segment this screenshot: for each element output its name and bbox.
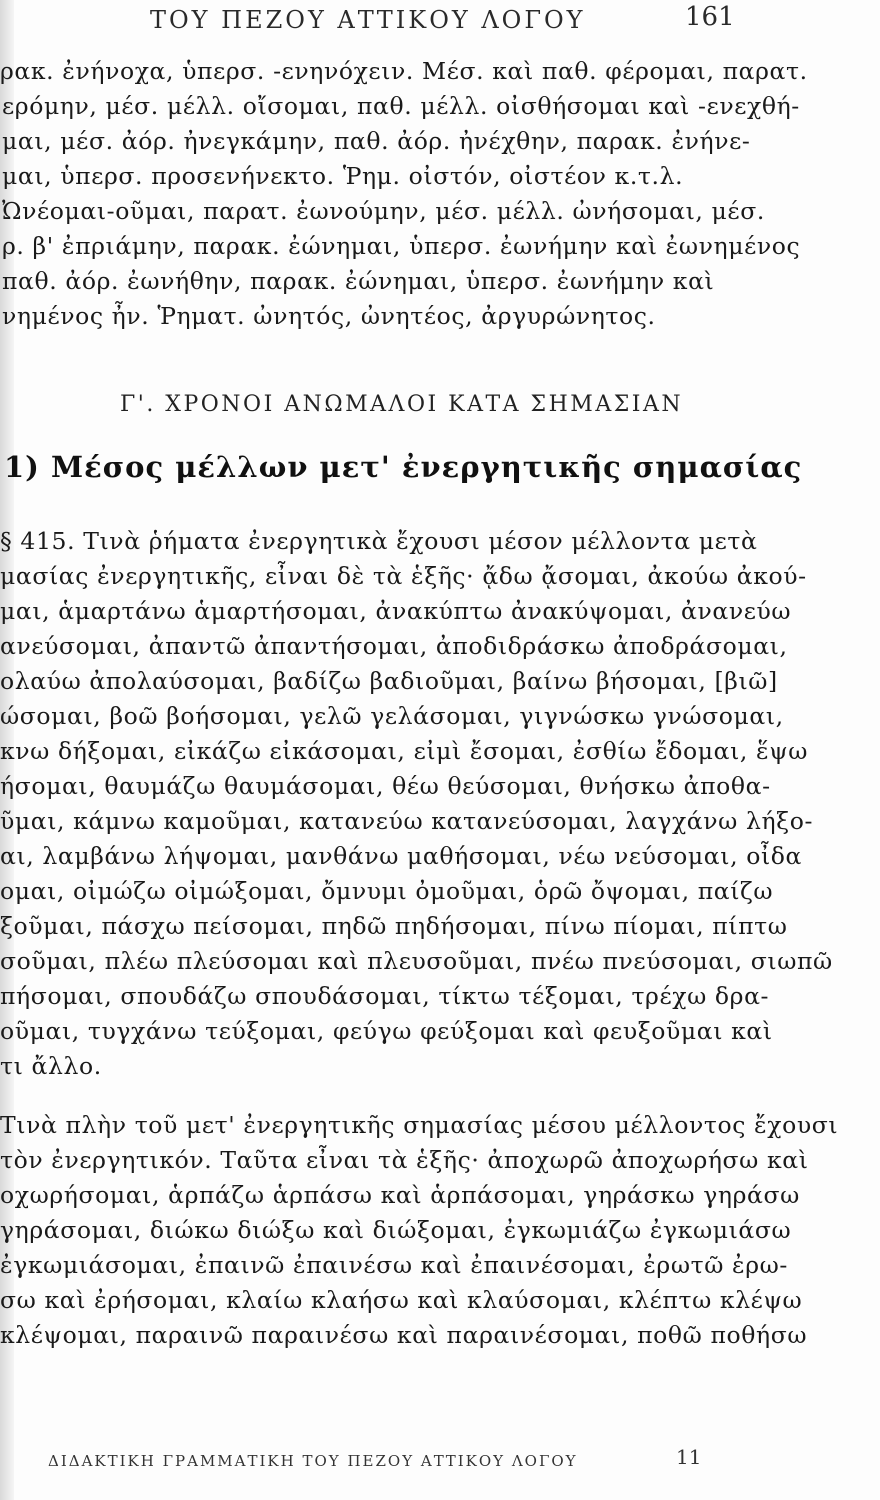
text-line: νημένος ἦν. Ῥηματ. ὠνητός, ὠνητέος, ἀργυρώνητος.	[2, 302, 656, 330]
text-line: οχωρήσομαι, ἁρπάζω ἁρπάσω καὶ ἁρπάσομαι, γηράσκω γηράσω	[0, 1181, 800, 1209]
text-line: § 415. Τινὰ ῥήματα ἐνεργητικὰ ἔχουσι μέσον μέλλοντα μετὰ	[0, 527, 758, 555]
text-line: οῦμαι, τυγχάνω τεύξομαι, φεύγω φεύξομαι καὶ φευξοῦμαι καὶ	[0, 1017, 773, 1045]
text-line: τὸν ἐνεργητικόν. Ταῦτα εἶναι τὰ ἑξῆς· ἀποχωρῶ ἀποχωρήσω καὶ	[0, 1146, 809, 1174]
text-line: μαι, ὑπερσ. προσενήνεκτο. Ῥημ. οἰστόν, οἰστέον κ.τ.λ.	[2, 162, 684, 190]
section-heading: Γ'. ΧΡΟΝΟΙ ΑΝΩΜΑΛΟΙ ΚΑΤΑ ΣΗΜΑΣΙΑΝ	[120, 392, 684, 417]
text-line: ῦμαι, κάμνω καμοῦμαι, κατανεύω κατανεύσομαι, λαγχάνω λήξο-	[0, 807, 813, 835]
text-line: μασίας ἐνεργητικῆς, εἶναι δὲ τὰ ἑξῆς· ᾄδω ᾄσομαι, ἀκούω ἀκού-	[0, 562, 807, 590]
text-line: ώσομαι, βοῶ βοήσομαι, γελῶ γελάσομαι, γιγνώσκω γνώσομαι,	[0, 702, 784, 730]
text-line: αι, λαμβάνω λήψομαι, μανθάνω μαθήσομαι, νέω νεύσομαι, οἶδα	[0, 842, 803, 870]
text-line: ερόμην, μέσ. μέλλ. οἴσομαι, παθ. μέλλ. οἰσθήσομαι καὶ -ενεχθή-	[2, 92, 800, 120]
text-line: Ὠνέομαι-οῦμαι, παρατ. ἐωνούμην, μέσ. μέλλ. ὠνήσομαι, μέσ.	[2, 197, 765, 225]
text-line: ήσομαι, θαυμάζω θαυμάσομαι, θέω θεύσομαι, θνήσκω ἀποθα-	[0, 772, 771, 800]
paragraph-415	[0, 524, 860, 1084]
text-line: ρακ. ἐνήνοχα, ὑπερσ. -ενηνόχειν. Μέσ. καὶ παθ. φέρομαι, παρατ.	[0, 57, 808, 85]
text-line: κλέψομαι, παραινῶ παραινέσω καὶ παραινέσομαι, ποθῶ ποθήσω	[0, 1321, 808, 1349]
text-line: ανεύσομαι, ἀπαντῶ ἀπαντήσομαι, ἀποδιδράσκω ἀποδράσομαι,	[0, 632, 788, 660]
subsection-heading: 1) Μέσος μέλλων μετ' ἐνεργητικῆς σημασίας	[4, 450, 803, 484]
text-line: μαι, μέσ. ἀόρ. ἠνεγκάμην, παθ. ἀόρ. ἠνέχθην, παρακ. ἐνήνε-	[2, 127, 751, 155]
top-paragraph	[0, 54, 860, 334]
running-head	[0, 2, 880, 46]
text-line: σω καὶ ἐρήσομαι, κλαίω κλαήσω καὶ κλαύσομαι, κλέπτω κλέψω	[0, 1286, 803, 1314]
paragraph-2	[0, 1108, 860, 1353]
text-line: μαι, ἁμαρτάνω ἁμαρτήσομαι, ἀνακύπτω ἀνακύψομαι, ἀνανεύω	[0, 597, 792, 625]
text-line: σοῦμαι, πλέω πλεύσομαι καὶ πλευσοῦμαι, πνέω πνεύσομαι, σιωπῶ	[0, 947, 833, 975]
text-line: γηράσομαι, διώκω διώξω καὶ διώξομαι, ἐγκωμιάζω ἐγκωμιάσω	[0, 1216, 792, 1244]
footer-signature-mark: 11	[676, 1445, 702, 1469]
page-number: 161	[685, 2, 735, 32]
footer-book-title: ΔΙΔΑΚΤΙΚΗ ΓΡΑΜΜΑΤΙΚΗ ΤΟΥ ΠΕΖΟΥ ΑΤΤΙΚΟΥ ΛΟΓΟΥ	[48, 1452, 578, 1470]
text-line: ομαι, οἰμώζω οἰμώξομαι, ὄμνυμι ὀμοῦμαι, ὁρῶ ὄψομαι, παίζω	[0, 877, 774, 905]
text-line: τι ἄλλο.	[0, 1052, 102, 1080]
text-line: ολαύω ἀπολαύσομαι, βαδίζω βαδιοῦμαι, βαίνω βήσομαι, [βιῶ]	[0, 667, 778, 695]
text-line: πήσομαι, σπουδάζω σπουδάσομαι, τίκτω τέξομαι, τρέχω δρα-	[0, 982, 770, 1010]
text-line: ξοῦμαι, πάσχω πείσομαι, πηδῶ πηδήσομαι, πίνω πίομαι, πίπτω	[0, 912, 788, 940]
text-line: ἐγκωμιάσομαι, ἐπαινῶ ἐπαινέσω καὶ ἐπαινέσομαι, ἐρωτῶ ἐρω-	[0, 1251, 788, 1279]
text-line: ρ. β' ἐπριάμην, παρακ. ἐώνημαι, ὑπερσ. ἐωνήμην καὶ ἐωνημένος	[2, 232, 801, 260]
text-line: παθ. ἀόρ. ἐωνήθην, παρακ. ἐώνημαι, ὑπερσ. ἐωνήμην καὶ	[2, 267, 715, 295]
running-head-title: ΤΟΥ ΠΕΖΟΥ ΑΤΤΙΚΟΥ ΛΟΓΟΥ	[150, 6, 586, 34]
text-line: κνω δήξομαι, εἰκάζω εἰκάσομαι, εἰμὶ ἔσομαι, ἐσθίω ἔδομαι, ἕψω	[0, 737, 809, 765]
text-line: Τινὰ πλὴν τοῦ μετ' ἐνεργητικῆς σημασίας μέσου μέλλοντος ἔχουσι	[0, 1111, 839, 1139]
